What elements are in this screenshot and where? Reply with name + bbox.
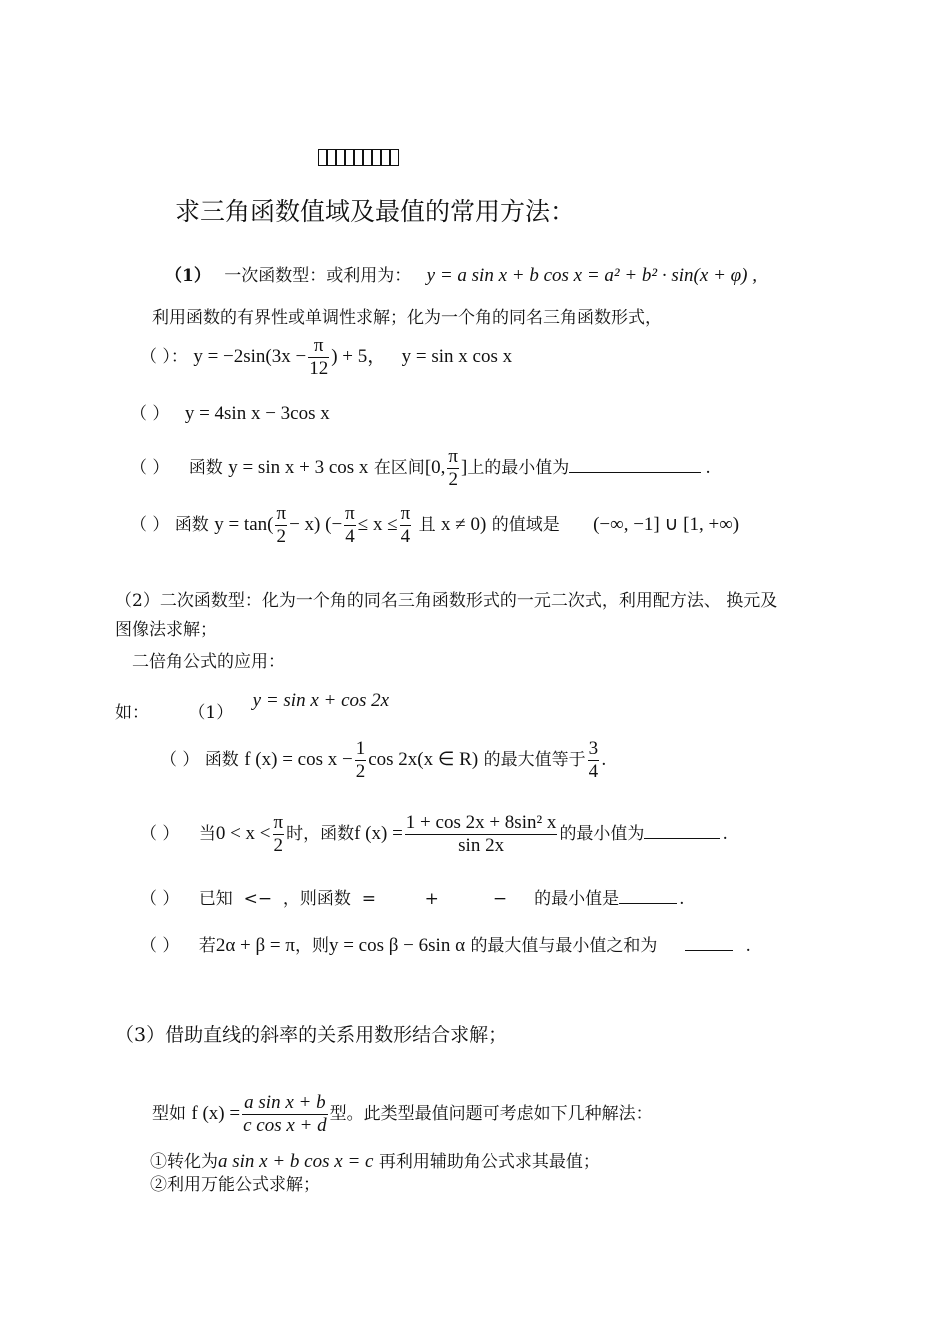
section-2-line-1: （2）二次函数型：化为一个角的同名三角函数形式的一元二次式，利用配方法、 换元及 bbox=[115, 591, 778, 611]
s2-ex1-label: （1） bbox=[188, 703, 234, 723]
s2-ex2-text-b: 的最大值等于 bbox=[483, 749, 586, 770]
s1-ex3-end: . bbox=[705, 457, 711, 478]
s3-item-2: ②利用万能公式求解； bbox=[150, 1175, 320, 1195]
s1-ex4-frac-3-num: π bbox=[400, 503, 411, 524]
section-1-text: 一次函数型：或利用为： bbox=[224, 266, 412, 286]
s2-ex5-text-a: 若 bbox=[198, 936, 216, 956]
s2-ex3-paren: （ ） bbox=[140, 823, 180, 844]
s2-ex2-ans-den: 4 bbox=[588, 760, 599, 782]
s2-ex2-formula-a: f (x) = cos x − bbox=[244, 748, 353, 770]
s1-example-4 bbox=[130, 503, 739, 548]
missing-glyph-box bbox=[372, 149, 381, 166]
header-boxes bbox=[318, 146, 399, 168]
s2-ex5-end: . bbox=[745, 936, 751, 956]
s3-type-line bbox=[152, 1092, 653, 1137]
missing-glyph-box bbox=[345, 149, 354, 166]
s2-ex3-big-num: 1 + cos 2x + 8sin² x bbox=[405, 812, 557, 833]
s3-frac-num: a sin x + b bbox=[242, 1092, 328, 1115]
section-2-line-2: 图像法求解； bbox=[115, 620, 217, 640]
s1-ex1-frac-den: 12 bbox=[309, 357, 329, 379]
s2-ex4-paren: （ ） bbox=[140, 889, 180, 909]
s1-ex4-formula-b: − x) (− bbox=[289, 513, 343, 535]
s3-formula-a: f (x) = bbox=[191, 1102, 241, 1124]
s2-ex2-end: . bbox=[601, 749, 607, 770]
section-1-desc: 利用函数的有界性或单调性求解；化为一个角的同名三角函数形式， bbox=[152, 308, 662, 328]
s1-ex4-answer: (−∞, −1] ∪ [1, +∞) bbox=[593, 513, 740, 535]
s2-ex5-text-b: ，则 bbox=[294, 936, 329, 956]
s1-ex4-frac-1-num: π bbox=[276, 503, 287, 524]
missing-glyph-box bbox=[390, 149, 399, 166]
s1-ex3-frac-num: π bbox=[448, 446, 458, 467]
s1-ex4-frac-2-den: 4 bbox=[345, 525, 355, 547]
s1-ex4-paren: （ ） bbox=[130, 514, 170, 535]
page-title: 求三角函数值域及最值的常用方法： bbox=[175, 197, 576, 226]
s1-ex1-formula-c: y = sin x cos x bbox=[401, 345, 513, 367]
s1-example-1 bbox=[140, 335, 512, 380]
s1-ex3-text-a: 函数 bbox=[188, 457, 223, 478]
missing-glyph-box bbox=[327, 149, 336, 166]
s1-ex3-text-b: 在区间 bbox=[373, 457, 425, 478]
s1-ex3-formula-a: y = sin x + 3 cos x bbox=[228, 456, 369, 478]
s3-item1-b: 再利用辅助角公式求其最值； bbox=[378, 1152, 600, 1172]
s2-ex3-formula-b: f (x) = bbox=[354, 822, 403, 844]
s1-ex4-formula-c: ≤ x ≤ bbox=[357, 513, 398, 535]
section-3-title: （3）借助直线的斜率的关系用数形结合求解； bbox=[115, 1024, 508, 1046]
s2-ex2-paren: （ ） bbox=[160, 749, 200, 770]
s2-ex3-text-c: 的最小值为 bbox=[559, 823, 645, 844]
s1-ex4-frac-1-den: 2 bbox=[276, 525, 287, 547]
s1-ex3-paren: （ ） bbox=[130, 457, 170, 478]
s1-ex4-text-c: 的值域是 bbox=[491, 514, 560, 535]
s2-ex5-text-c: 的最大值与最小值之和为 bbox=[470, 936, 658, 956]
s2-example-1 bbox=[115, 689, 390, 723]
s2-ex3-frac bbox=[273, 812, 285, 857]
s2-ex5-answer-blank[interactable] bbox=[685, 936, 733, 951]
s1-ex3-text-c: 上的最小值为 bbox=[467, 457, 570, 478]
missing-glyph-box bbox=[318, 149, 327, 166]
s2-ex3-text-a: 当 bbox=[198, 823, 216, 844]
s1-ex1-paren: （ ）： bbox=[140, 346, 188, 367]
s2-ex3-frac-den: 2 bbox=[273, 834, 284, 856]
s2-ex4-end: . bbox=[679, 889, 685, 909]
s3-frac-den: c cos x + d bbox=[243, 1114, 327, 1136]
s1-ex4-frac-1 bbox=[275, 503, 287, 548]
s2-example-5 bbox=[140, 934, 751, 959]
missing-glyph-box bbox=[363, 149, 372, 166]
s3-text-a: 型如 bbox=[152, 1103, 186, 1124]
s2-ex2-ans-num: 3 bbox=[588, 738, 599, 759]
section-1-label: （1） bbox=[165, 266, 211, 286]
s1-ex2-paren: （ ） bbox=[130, 404, 170, 424]
missing-glyph-box bbox=[354, 149, 363, 166]
s2-ex3-big-den: sin 2x bbox=[458, 834, 505, 856]
s3-frac bbox=[242, 1092, 328, 1137]
s2-ex4-text: 已知 <− ，则函数 = + − 的最小值是 bbox=[198, 889, 620, 909]
section-1-formula: y = a sin x + b cos x = a² + b² · sin(x + φ) , bbox=[426, 265, 757, 286]
s1-ex3-formula-c: ] bbox=[460, 456, 468, 478]
section-2-sub: 二倍角公式的应用： bbox=[132, 652, 285, 672]
s2-ex2-answer-frac bbox=[588, 738, 600, 783]
s3-item1-formula: a sin x + b cos x = c bbox=[218, 1151, 374, 1172]
s2-ex5-paren: （ ） bbox=[140, 936, 180, 956]
s2-ex5-formula-b: y = cos β − 6sin α bbox=[328, 935, 466, 956]
s2-example-4 bbox=[140, 888, 685, 910]
s2-ex3-frac-num: π bbox=[273, 812, 284, 833]
s3-item1-a: ①转化为 bbox=[150, 1152, 218, 1172]
s1-ex4-formula-d: x ≠ 0) bbox=[441, 513, 487, 535]
s1-ex1-frac bbox=[308, 335, 329, 380]
s1-ex3-formula-b: [0, bbox=[424, 456, 446, 478]
s1-ex4-text-b: 且 bbox=[418, 514, 436, 535]
s1-ex4-text-a: 函数 bbox=[174, 514, 209, 535]
s1-ex4-frac-3 bbox=[400, 503, 412, 548]
s1-ex1-formula-b: ) + 5， bbox=[331, 345, 387, 367]
s2-ex2-text-a: 函数 bbox=[204, 749, 239, 770]
s2-ex3-answer-blank[interactable] bbox=[644, 824, 720, 839]
s2-ex5-formula-a: 2α + β = π bbox=[215, 935, 295, 956]
s1-ex2-formula: y = 4sin x − 3cos x bbox=[184, 403, 330, 424]
s1-ex3-frac-den: 2 bbox=[448, 468, 458, 490]
missing-glyph-box bbox=[336, 149, 345, 166]
s1-ex4-frac-2 bbox=[344, 503, 356, 548]
s2-ex2-formula-b: cos 2x(x ∈ R) bbox=[368, 748, 479, 770]
s3-text-b: 型。此类型最值问题可考虑如下几种解法： bbox=[329, 1103, 653, 1124]
s2-ru: 如： bbox=[115, 703, 149, 723]
s2-ex4-answer-blank[interactable] bbox=[619, 889, 677, 904]
s2-ex3-text-b: 时，函数 bbox=[286, 823, 355, 844]
s1-ex1-frac-num: π bbox=[308, 335, 329, 358]
s3-item-1 bbox=[150, 1150, 600, 1175]
s1-ex3-frac bbox=[447, 446, 459, 491]
s2-example-2 bbox=[160, 738, 607, 783]
s1-ex4-frac-2-num: π bbox=[345, 503, 355, 524]
s1-ex1-formula-a: y = −2sin(3x − bbox=[193, 345, 307, 367]
s2-ex2-frac-num: 1 bbox=[355, 738, 366, 759]
s2-ex1-formula: y = sin x + cos 2x bbox=[252, 690, 390, 711]
s1-example-2 bbox=[130, 402, 330, 427]
s2-example-3 bbox=[140, 812, 728, 857]
s1-ex4-formula-a: y = tan( bbox=[214, 513, 274, 535]
missing-glyph-box bbox=[381, 149, 390, 166]
s2-ex2-frac-den: 2 bbox=[355, 760, 366, 782]
section-1-header bbox=[165, 264, 757, 289]
s2-ex3-formula-a: 0 < x < bbox=[215, 822, 271, 844]
s1-example-3 bbox=[130, 446, 711, 491]
s2-ex3-end: . bbox=[722, 823, 728, 844]
s2-ex2-frac bbox=[355, 738, 367, 783]
s1-ex3-answer-blank[interactable] bbox=[569, 458, 701, 473]
s2-ex3-big-frac bbox=[405, 812, 558, 857]
s1-ex4-frac-3-den: 4 bbox=[400, 525, 411, 547]
